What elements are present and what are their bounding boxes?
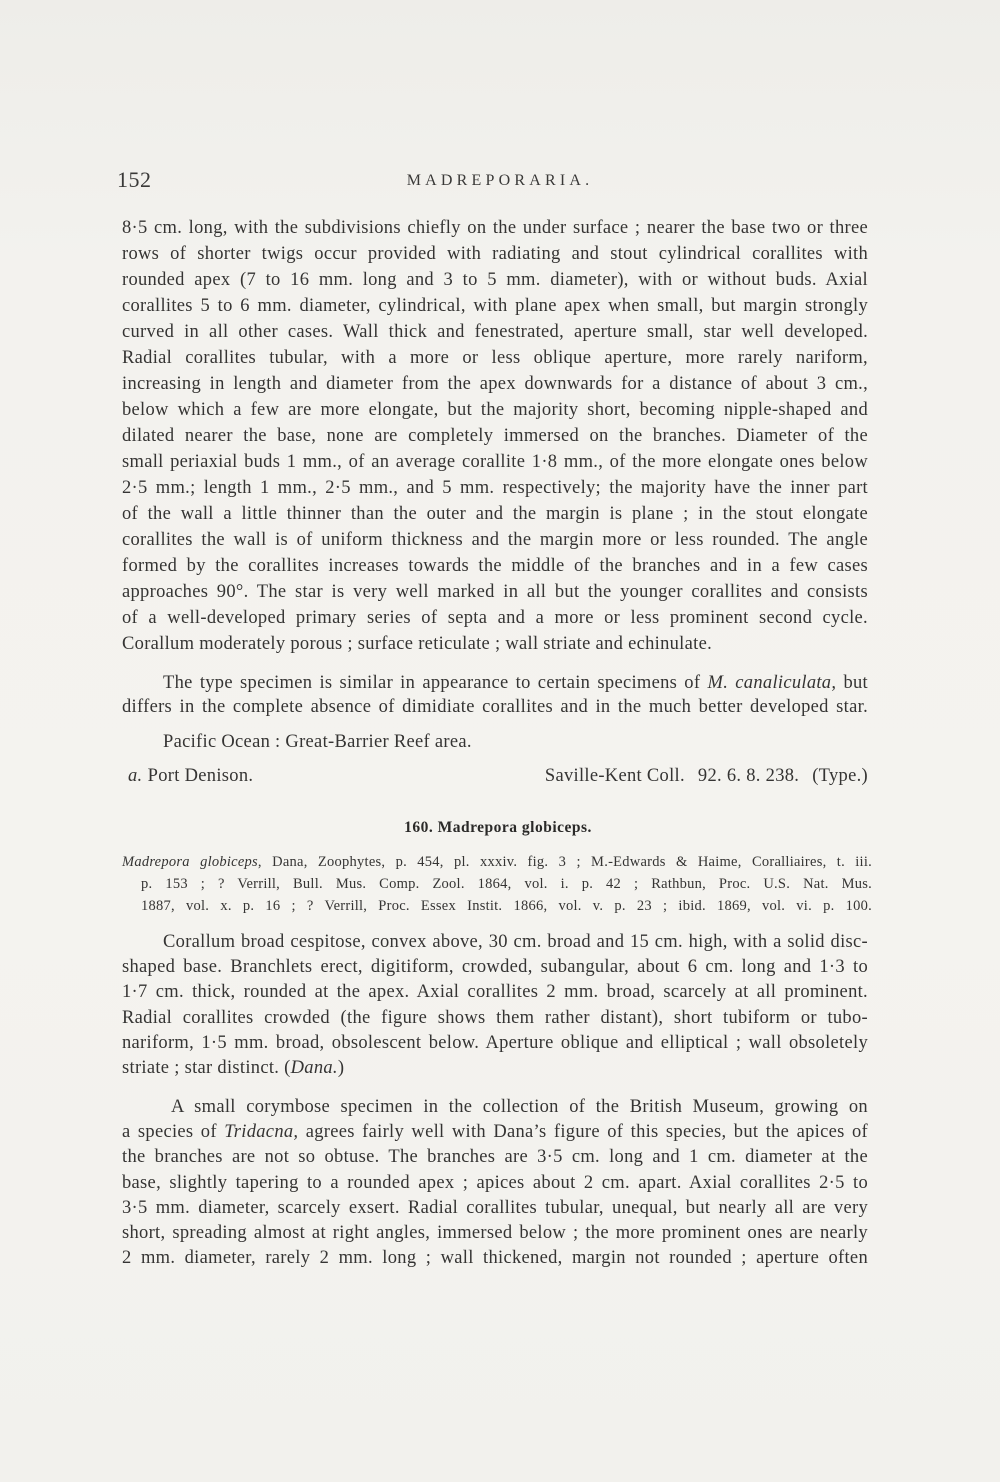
- text-line: 1·7 cm. thick, rounded at the apex. Axial corallites 2 mm. broad, scarcely at all prominent.: [122, 982, 868, 1003]
- page-number: 152: [117, 167, 152, 192]
- text-line: Corallum broad cespitose, convex above, 30 cm. broad and 15 cm. high, with a solid disc-: [163, 932, 868, 952]
- species-heading: 160. Madrepora globiceps.: [404, 819, 592, 836]
- text-run: but: [836, 673, 868, 693]
- text-line: A small corymbose specimen in the collection of the British Museum, growing on: [171, 1097, 868, 1117]
- text-line: corallites 5 to 6 mm. diameter, cylindrical, with plane apex when small, but margin strongly: [122, 296, 868, 316]
- specimen-mark: a.: [128, 766, 143, 786]
- italic-run: Tridacna,: [224, 1122, 299, 1143]
- specimen-status: (Type.): [812, 766, 868, 786]
- text-line: 2 mm. diameter, rarely 2 mm. long ; wall thickened, margin not rounded ; aperture often: [122, 1248, 868, 1269]
- specimen-locality-group: [122, 763, 253, 789]
- text-line: p. 153 ; ? Verrill, Bull. Mus. Comp. Zool. 1864, vol. i. p. 42 ; Rathbun, Proc. U.S. Nat. Mus.: [141, 876, 872, 892]
- text-line: 2·5 mm.; length 1 mm., 2·5 mm., and 5 mm. respectively; the majority have the inner part: [122, 478, 868, 498]
- text-run: agrees fairly well with Dana’s figure of this species, but the apices of: [298, 1122, 868, 1143]
- text-run: ): [337, 1058, 345, 1079]
- specimen-collection: Saville-Kent Coll.: [544, 766, 685, 786]
- text-run: a species of: [122, 1122, 225, 1143]
- text-line: Corallum moderately porous ; surface reticulate ; wall striate and echinulate.: [122, 634, 713, 654]
- specimen-registration-group: [545, 763, 868, 789]
- text-line: of a well-developed primary series of septa and a more or less prominent second cycle.: [122, 608, 868, 628]
- text-line: nariform, 1·5 mm. broad, obsolescent below. Aperture oblique and elliptical ; wall obsoletely: [122, 1032, 868, 1053]
- specimen-notes-paragraph: [122, 1095, 868, 1271]
- text-line: of the wall a little thinner than the outer and the margin is plane ; in the stout elongate: [122, 504, 868, 524]
- running-title: MADREPORARIA.: [406, 172, 594, 189]
- description-continued-paragraph: [122, 215, 868, 657]
- text-line: small periaxial buds 1 mm., of an average corallite 1·8 mm., of the more elongate ones below: [122, 452, 868, 472]
- text-line: shaped base. Branchlets erect, digitiform, crowded, subangular, about 6 cm. long and 1·3 to: [122, 957, 868, 978]
- description-paragraph: [122, 930, 868, 1081]
- text-line: corallites the wall is of uniform thickness and the margin more or less rounded. The angle: [122, 530, 868, 550]
- text-line: 1887, vol. x. p. 16 ; ? Verrill, Proc. Essex Instit. 1866, vol. v. p. 23 ; ibid. 1869, vol. vi. p. 100.: [141, 898, 872, 914]
- text-line: short, spreading almost at right angles, immersed below ; the more prominent ones are nearly: [122, 1223, 868, 1244]
- text-line: Radial corallites crowded (the figure shows them rather distant), short tubiform or tubo-: [122, 1007, 868, 1028]
- text-line: curved in all other cases. Wall thick and fenestrated, aperture small, star well developed.: [122, 322, 868, 342]
- synonymy-block: [122, 851, 872, 917]
- specimen-entry: [122, 763, 868, 789]
- text-line: base, slightly tapering to a rounded apex ; apices about 2 cm. apart. Axial corallites 2·5 to: [122, 1172, 868, 1193]
- text-line: formed by the corallites increases towards the middle of the branches and in a few cases: [122, 556, 868, 576]
- italic-run: M. canaliculata,: [707, 673, 837, 693]
- text-run: striate ; star distinct. (: [122, 1058, 291, 1079]
- text-line: below which a few are more elongate, but the majority short, becoming nipple-shaped and: [122, 400, 868, 420]
- text-line: increasing in length and diameter from the apex downwards for a distance of about 3 cm.,: [122, 374, 868, 394]
- specimen-locality: Port Denison.: [147, 766, 254, 786]
- italic-run: Dana.: [290, 1058, 338, 1079]
- text-line: rounded apex (7 to 16 mm. long and 3 to 5 mm. diameter), with or without buds. Axial: [122, 270, 868, 290]
- text-line: 8·5 cm. long, with the subdivisions chiefly on the under surface ; nearer the base two or three: [122, 218, 868, 238]
- text-line: dilated nearer the base, none are completely immersed on the branches. Diameter of the: [122, 426, 868, 446]
- italic-run: Madrepora globiceps: [122, 854, 258, 870]
- text-run: , Dana, Zoophytes, p. 454, pl. xxxiv. fig. 3 ; M.-Edwards & Haime, Coralliaires, t. iii.: [257, 854, 872, 870]
- text-line: rows of shorter twigs occur provided with radiating and stout cylindrical corallites with: [122, 244, 868, 264]
- specimen-register-number: 92. 6. 8. 238.: [697, 766, 800, 786]
- text-run: The type specimen is similar in appearance to certain specimens of: [163, 673, 708, 693]
- text-line: differs in the complete absence of dimidiate corallites and in the much better developed star.: [122, 697, 868, 717]
- remark-paragraph: [122, 671, 868, 719]
- text-line: [122, 1120, 868, 1145]
- text-line: 3·5 mm. diameter, scarcely exsert. Radial corallites tubular, unequal, but nearly all are very: [122, 1197, 868, 1218]
- text-line: [122, 1056, 868, 1081]
- text-line: [122, 851, 872, 873]
- text-line: approaches 90°. The star is very well marked in all but the younger corallites and consists: [122, 582, 868, 602]
- locality-line: Pacific Ocean : Great-Barrier Reef area.: [163, 732, 472, 752]
- text-line: Radial corallites tubular, with a more or less oblique aperture, more rarely nariform,: [122, 348, 868, 368]
- text-line: the branches are not so obtuse. The branches are 3·5 cm. long and 1 cm. diameter at the: [122, 1147, 868, 1168]
- text-line: [122, 671, 868, 695]
